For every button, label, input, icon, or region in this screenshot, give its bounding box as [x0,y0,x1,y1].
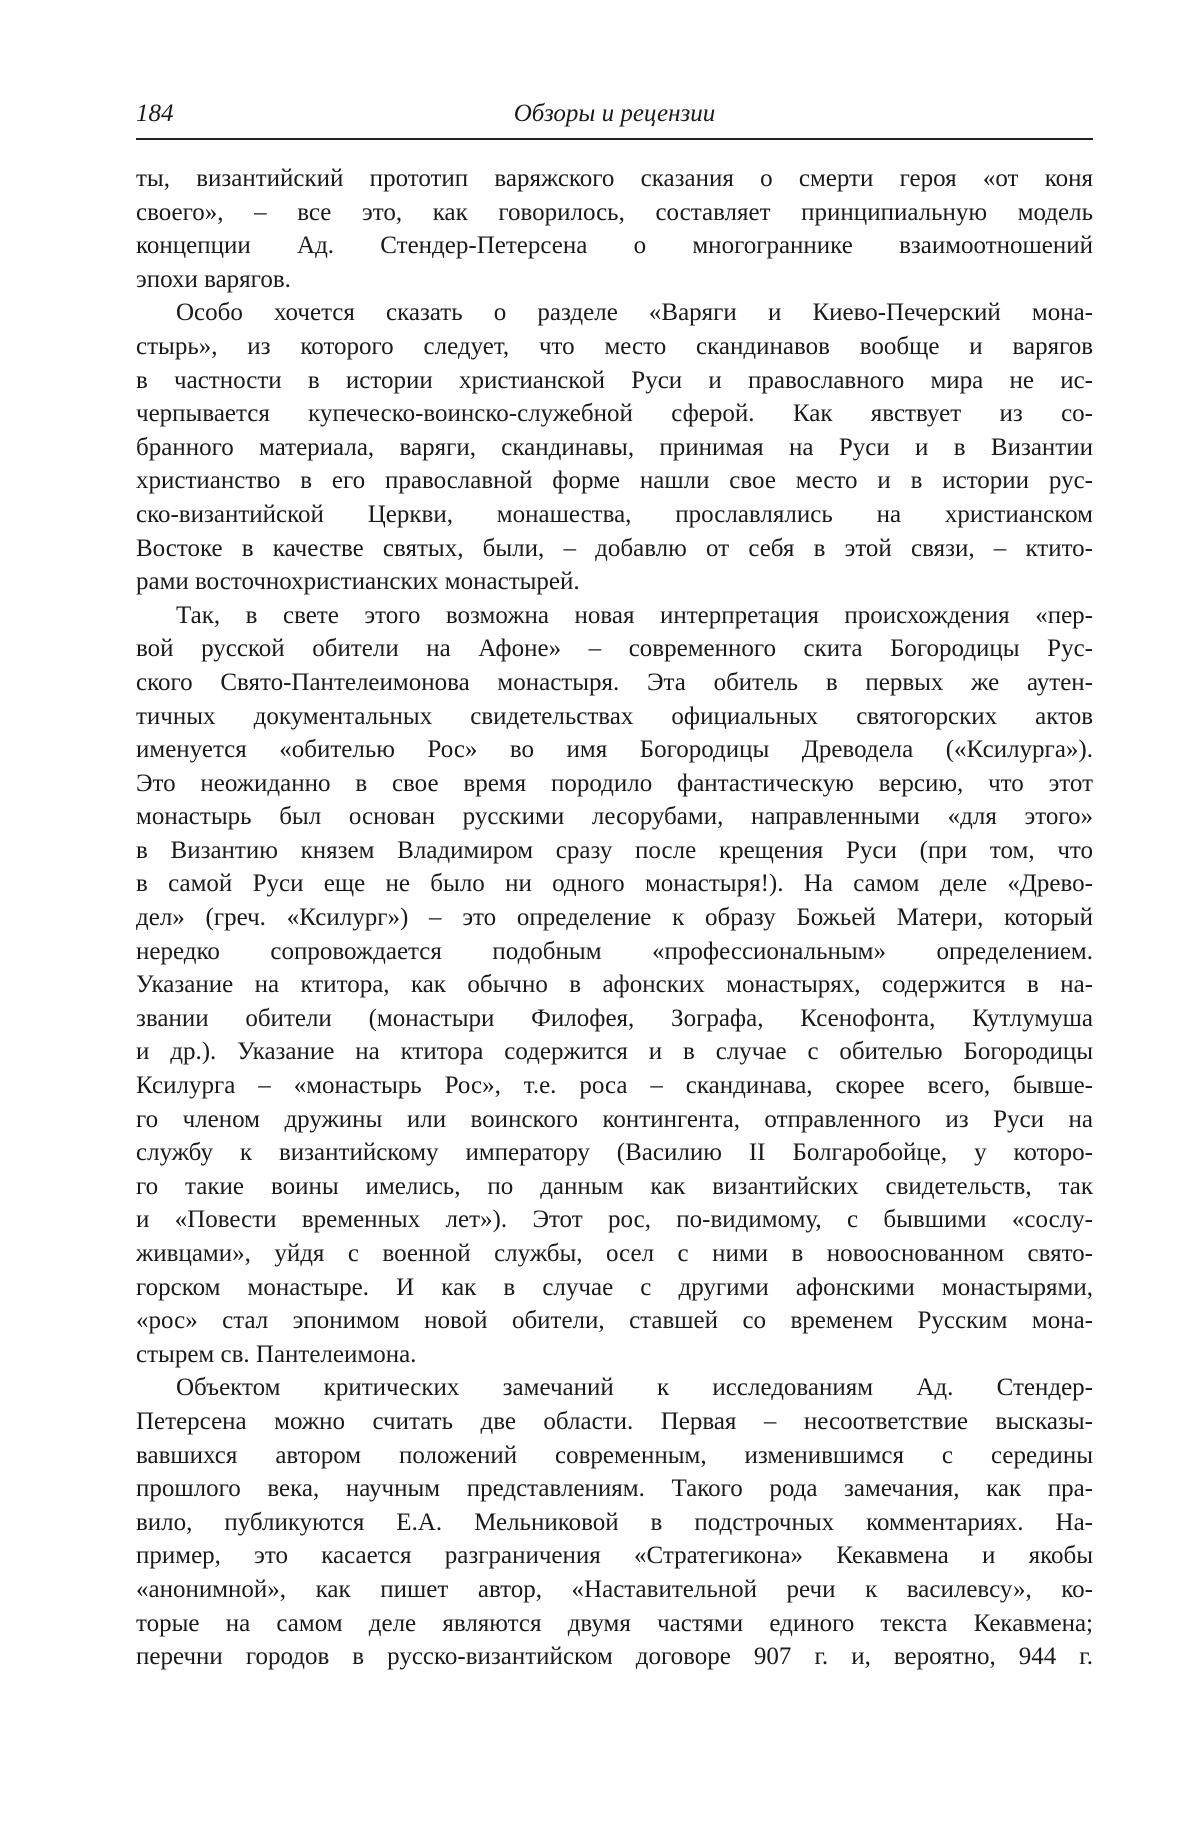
text-line: живцами», уйдя с военной службы, осел с ними в новооснованном свято- [136,1237,1093,1271]
text-line: Так, в свете этого возможна новая интерпретация происхождения «пер- [136,599,1093,633]
text-line: бранного материала, варяги, скандинавы, принимая на Руси и в Византии [136,431,1093,465]
text-line: в самой Руси еще не было ни одного монастыря!). На самом деле «Древо- [136,867,1093,901]
text-line: ского Свято-Пантелеимонова монастыря. Эта обитель в первых же аутен- [136,666,1093,700]
text-line: Объектом критических замечаний к исследованиям Ад. Стендер- [136,1371,1093,1405]
paragraph [136,599,1093,1372]
header-rule [136,138,1093,140]
text-line: Это неожиданно в свое время породило фантастическую версию, что этот [136,767,1093,801]
page-number: 184 [136,100,174,128]
paragraph [136,296,1093,598]
text-line: и др.). Указание на ктитора содержится и в случае с обителью Богородицы [136,1035,1093,1069]
running-header [136,96,1093,136]
text-line: горском монастыре. И как в случае с другими афонскими монастырями, [136,1271,1093,1305]
text-line: христианство в его православной форме нашли свое место и в истории рус- [136,464,1093,498]
text-line: перечни городов в русско-византийском договоре 907 г. и, вероятно, 944 г. [136,1640,1093,1674]
text-line: го членом дружины или воинского контингента, отправленного из Руси на [136,1103,1093,1137]
text-line: прошлого века, научным представлениям. Такого рода замечания, как пра- [136,1472,1093,1506]
text-line: пример, это касается разграничения «Стратегикона» Кекавмена и якобы [136,1539,1093,1573]
text-line: тичных документальных свидетельствах официальных святогорских актов [136,700,1093,734]
running-title: Обзоры и рецензии [136,100,1093,128]
text-line: «рос» стал эпонимом новой обители, ставшей со временем Русским мона- [136,1304,1093,1338]
text-line: стырь», из которого следует, что место скандинавов вообще и варягов [136,330,1093,364]
text-line: именуется «обителью Рос» во имя Богородицы Древодела («Ксилурга»). [136,733,1093,767]
text-line: рами восточнохристианских монастырей. [136,565,1093,599]
text-line: и «Повести временных лет»). Этот рос, по-видимому, с бывшими «сослу- [136,1203,1093,1237]
text-line: нередко сопровождается подобным «профессиональным» определением. [136,935,1093,969]
text-line: торые на самом деле являются двумя частями единого текста Кекавмена; [136,1607,1093,1641]
text-line: Особо хочется сказать о разделе «Варяги и Киево-Печерский мона- [136,296,1093,330]
text-line: звании обители (монастыри Филофея, Зографа, Ксенофонта, Кутлумуша [136,1002,1093,1036]
text-line: ты, византийский прототип варяжского сказания о смерти героя «от коня [136,162,1093,196]
text-line: вой русской обители на Афоне» – современного скита Богородицы Рус- [136,632,1093,666]
text-line: вавшихся автором положений современным, изменившимся с середины [136,1439,1093,1473]
text-line: Востоке в качестве святых, были, – добавлю от себя в этой связи, – ктито- [136,532,1093,566]
text-line: службу к византийскому императору (Василию II Болгаробойце, у которо- [136,1136,1093,1170]
text-line: монастырь был основан русскими лесорубами, направленными «для этого» [136,800,1093,834]
text-line: Ксилурга – «монастырь Рос», т.е. роса – скандинава, скорее всего, бывше- [136,1069,1093,1103]
text-line: ско-византийской Церкви, монашества, прославлялись на христианском [136,498,1093,532]
text-line: вило, публикуются Е.А. Мельниковой в подстрочных комментариях. На- [136,1506,1093,1540]
text-line: дел» (греч. «Ксилург») – это определение к образу Божьей Матери, который [136,901,1093,935]
text-line: «анонимной», как пишет автор, «Наставительной речи к василевсу», ко- [136,1573,1093,1607]
text-line: черпывается купеческо-воинско-служебной сферой. Как явствует из со- [136,397,1093,431]
paragraph [136,162,1093,296]
text-line: в Византию князем Владимиром сразу после крещения Руси (при том, что [136,834,1093,868]
text-line: Указание на ктитора, как обычно в афонских монастырях, содержится в на- [136,968,1093,1002]
text-line: своего», – все это, как говорилось, составляет принципиальную модель [136,196,1093,230]
text-line: концепции Ад. Стендер-Петерсена о многограннике взаимоотношений [136,229,1093,263]
paragraph [136,1371,1093,1673]
text-line: эпохи варягов. [136,263,1093,297]
body-text [136,162,1093,1674]
text-line: стырем св. Пантелеимона. [136,1338,1093,1372]
text-line: Петерсена можно считать две области. Первая – несоответствие высказы- [136,1405,1093,1439]
text-line: в частности в истории христианской Руси и православного мира не ис- [136,364,1093,398]
text-line: го такие воины имелись, по данным как византийских свидетельств, так [136,1170,1093,1204]
